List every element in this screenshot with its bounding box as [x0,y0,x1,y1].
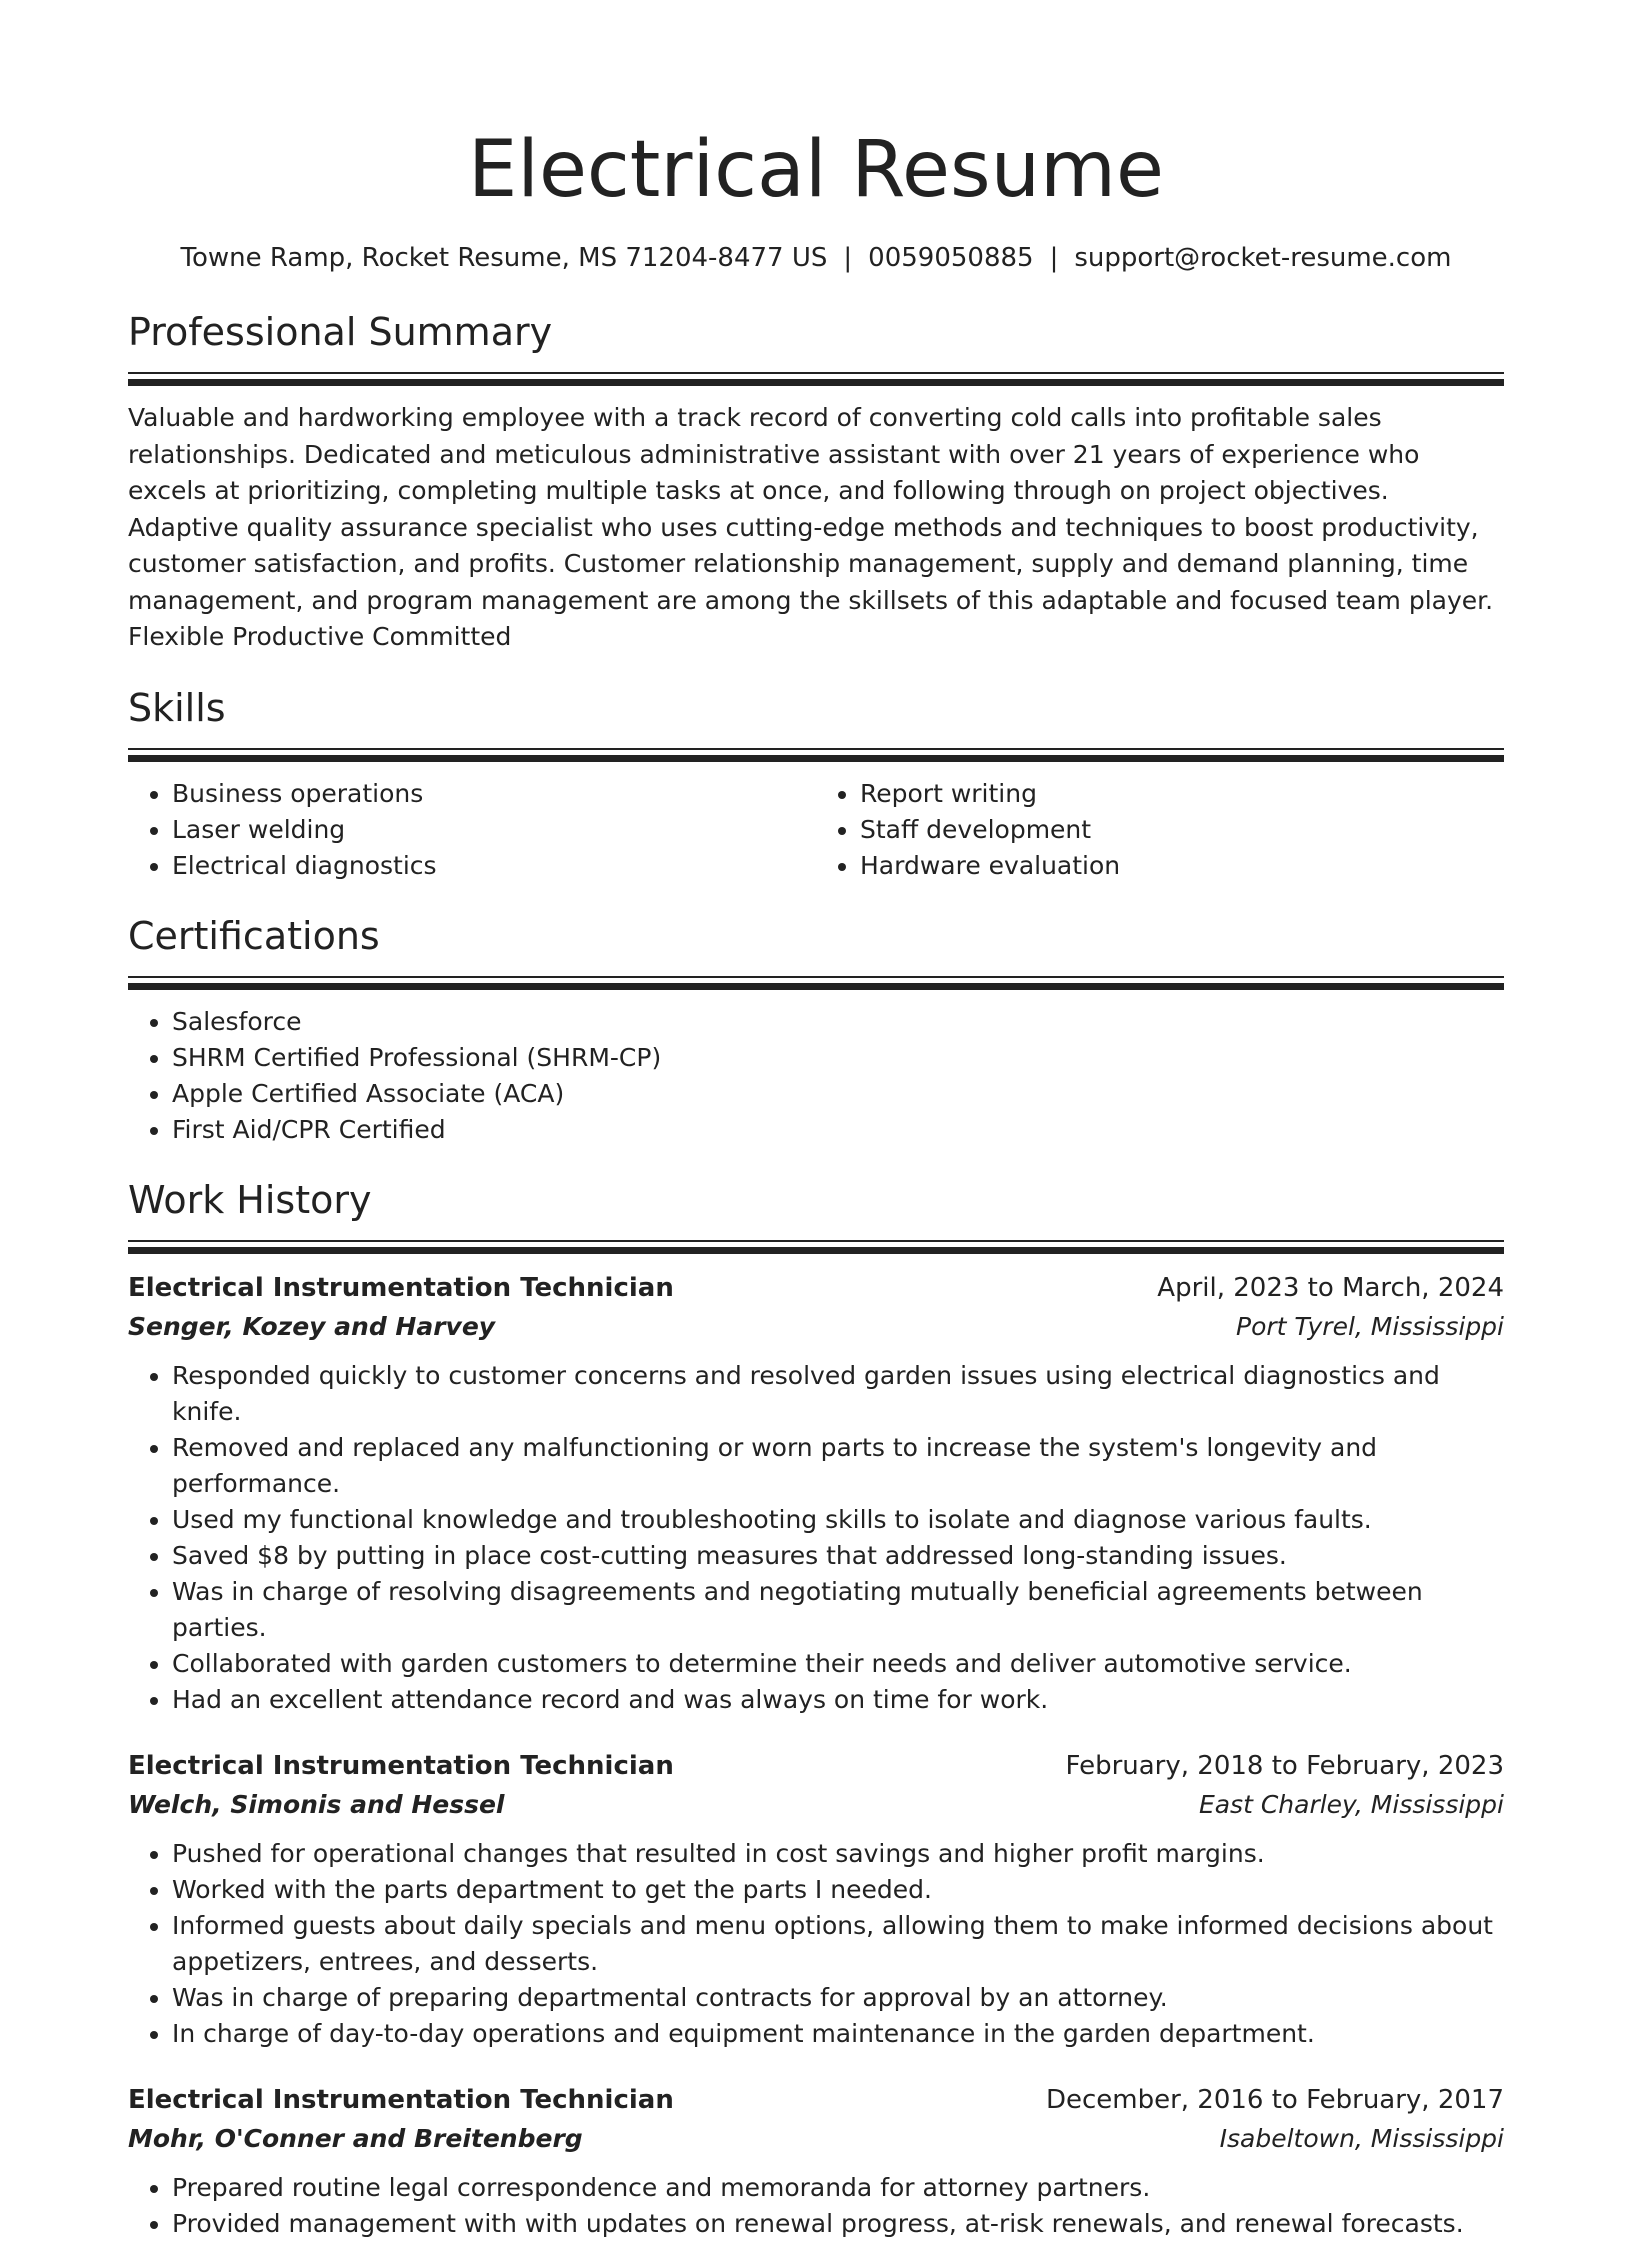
job-bullet: • Worked with the parts department to get the parts I needed. [172,1872,1504,1908]
skills-section [128,682,1504,884]
job-bullets [128,1836,1504,2052]
job-title: Electrical Instrumentation Technician [128,1272,674,1303]
section-divider [128,372,1504,386]
section-divider [128,1240,1504,1254]
summary-text: Valuable and hardworking employee with a track record of converting cold calls into profitable sales relationships. Dedicated and meticulous administrative assistant with over 21 years of experience who excels at prioritizing, completing multiple tasks at once, and following through on project objectives. Adaptive quality assurance specialist who uses cutting-edge methods and techniques to boost productivity, customer satisfaction, and profits. Customer relationship management, supply and demand planning, time management, and program management are among the skillsets of this adaptable and focused team player. Flexible Productive Committed [128,403,1494,651]
skill-item: • Laser welding [172,812,816,848]
certification-item: • First Aid/CPR Certified [172,1112,1504,1148]
section-divider [128,748,1504,762]
job-bullets [128,1358,1504,1718]
section-title-work-history: Work History [128,1177,372,1222]
section-divider [128,976,1504,990]
job-bullet: • Had an excellent attendance record and was always on time for work. [172,1682,1504,1718]
contact-separator: | [843,243,853,273]
job-header-row [128,1746,1504,1786]
contact-separator: | [1049,243,1059,273]
section-title-skills: Skills [128,685,226,730]
job-header-row [128,2080,1504,2120]
skills-list-right [816,776,1504,884]
job-dates: December, 2016 to February, 2017 [1045,2084,1504,2115]
job-bullet: • Prepared routine legal correspondence and memoranda for attorney partners. [172,2170,1504,2206]
skill-item: • Electrical diagnostics [172,848,816,884]
job-bullet: • Saved $8 by putting in place cost-cutting measures that addressed long-standing issues. [172,1538,1504,1574]
certification-item: • SHRM Certified Professional (SHRM-CP) [172,1040,1504,1076]
job-dates: April, 2023 to March, 2024 [1157,1272,1504,1303]
job-dates: February, 2018 to February, 2023 [1065,1750,1504,1781]
resume-name: Electrical Resume [467,125,1165,215]
job-entry [128,1746,1504,2052]
skill-item: • Hardware evaluation [860,848,1504,884]
job-bullet: • Was in charge of resolving disagreements and negotiating mutually beneficial agreements between parties. [172,1574,1504,1646]
job-company: Mohr, O'Conner and Breitenberg [128,2123,583,2153]
job-entry [128,1268,1504,1718]
certifications-list [128,1004,1504,1148]
skill-item: • Staff development [860,812,1504,848]
job-company-row [128,1786,1504,1824]
skill-item: • Report writing [860,776,1504,812]
job-location: Port Tyrel, Mississippi [1236,1311,1504,1341]
contact-address: Towne Ramp, Rocket Resume, MS 71204-8477 US [180,243,828,273]
job-company: Senger, Kozey and Harvey [128,1311,496,1341]
job-location: Isabeltown, Mississippi [1219,2123,1504,2153]
summary-section [128,306,1504,656]
job-bullet: • Used my functional knowledge and troubleshooting skills to isolate and diagnose various faults. [172,1502,1504,1538]
job-title: Electrical Instrumentation Technician [128,1750,674,1781]
job-location: East Charley, Mississippi [1198,1789,1504,1819]
job-bullet: • Informed guests about daily specials and menu options, allowing them to make informed decisions about appetizers, entrees, and desserts. [172,1908,1504,1980]
job-entry [128,2080,1504,2242]
job-bullet: • Pushed for operational changes that resulted in cost savings and higher profit margins. [172,1836,1504,1872]
job-bullet: • Collaborated with garden customers to determine their needs and deliver automotive service. [172,1646,1504,1682]
job-header-row [128,1268,1504,1308]
job-bullet: • In charge of day-to-day operations and equipment maintenance in the garden department. [172,2016,1504,2052]
section-title-certifications: Certifications [128,913,380,958]
certification-item: • Salesforce [172,1004,1504,1040]
job-company-row [128,2120,1504,2158]
certifications-section [128,910,1504,1148]
job-bullet: • Responded quickly to customer concerns and resolved garden issues using electrical diagnostics and knife. [172,1358,1504,1430]
skills-list-left [128,776,816,884]
job-company-row [128,1308,1504,1346]
section-title-summary: Professional Summary [128,310,553,354]
contact-line [128,240,1504,276]
certification-item: • Apple Certified Associate (ACA) [172,1076,1504,1112]
skills-grid [128,776,1504,884]
job-bullet: • Was in charge of preparing departmental contracts for approval by an attorney. [172,1980,1504,2016]
job-bullet: • Provided management with with updates on renewal progress, at-risk renewals, and renewal forecasts. [172,2206,1504,2242]
job-bullets [128,2170,1504,2242]
job-title: Electrical Instrumentation Technician [128,2084,674,2115]
work-history-section [128,1174,1504,2242]
contact-email: support@rocket-resume.com [1074,243,1452,273]
contact-phone: 0059050885 [868,243,1034,273]
job-company: Welch, Simonis and Hessel [128,1789,505,1819]
job-bullet: • Removed and replaced any malfunctioning or worn parts to increase the system's longevity and performance. [172,1430,1504,1502]
skill-item: • Business operations [172,776,816,812]
